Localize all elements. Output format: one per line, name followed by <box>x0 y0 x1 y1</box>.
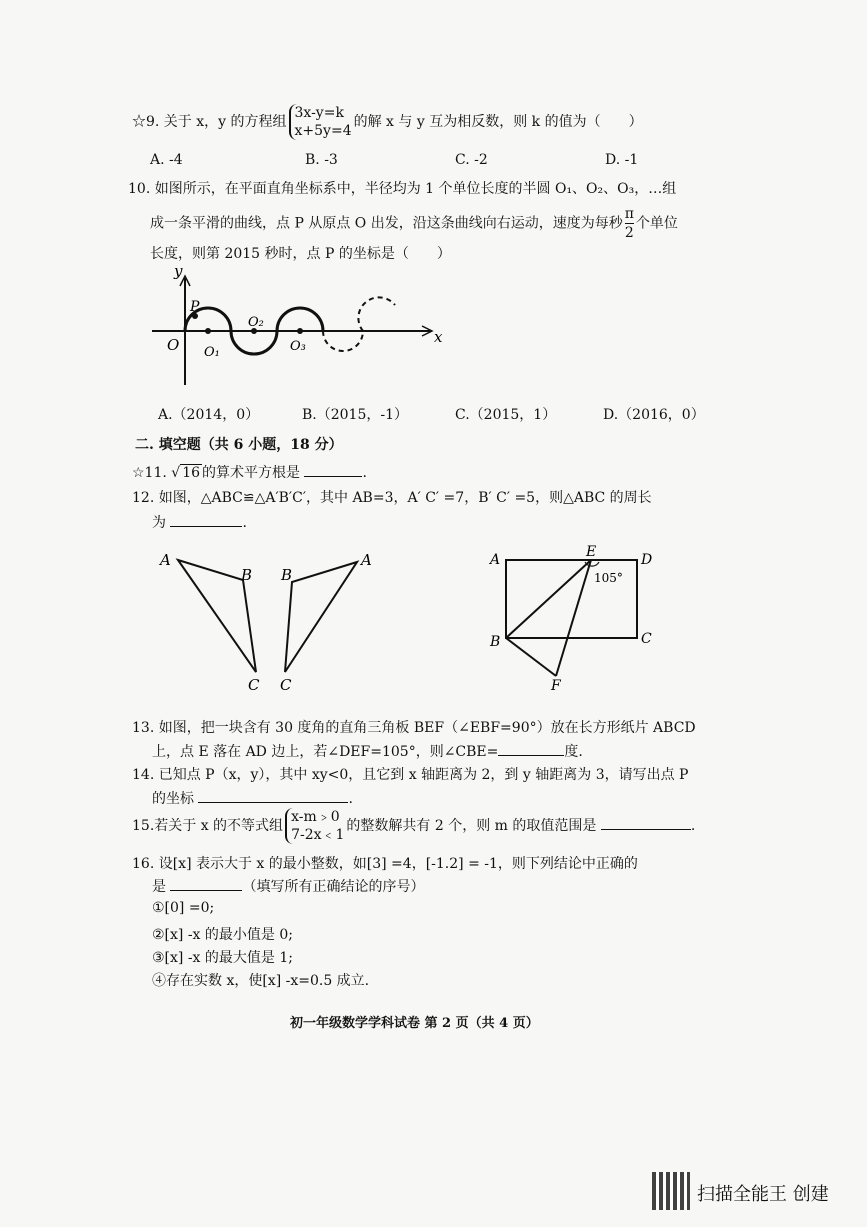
q11-end: . <box>362 465 367 481</box>
watermark-text: 扫描全能王 创建 <box>697 1184 829 1205</box>
question-15 <box>132 808 695 844</box>
q11-suffix: 的算术平方根是 <box>202 465 301 481</box>
q9-eq1: 3x-y=k <box>294 105 344 121</box>
q13-line2a: 上，点 E 落在 AD 边上，若∠DEF=105°，则∠CBE= <box>152 744 499 760</box>
section-2-title: 二. 填空题（共 6 小题，18 分） <box>135 437 343 453</box>
q14-line1: 14. 已知点 P（x，y），其中 xy<0，且它到 x 轴距离为 2，到 y 轴距离为 3，请写出点 P <box>132 767 689 783</box>
q9-option-c: C. -2 <box>455 152 488 168</box>
q13-answer-blank[interactable] <box>498 741 564 756</box>
q10-line3: 长度，则第 2015 秒时，点 P 的坐标是（ ） <box>150 246 451 262</box>
fig12-label-b2: B <box>281 566 293 584</box>
q12-line2-text: 为 <box>152 515 166 531</box>
q11-prefix: ☆11. <box>132 465 172 481</box>
q13-line2 <box>152 741 583 761</box>
q10-line2b: 个单位 <box>635 215 678 232</box>
q15-ineq2: 7-2x﹤1 <box>291 827 345 843</box>
fig13-label-b: B <box>490 634 501 650</box>
q14-line2-text: 的坐标 <box>152 791 194 807</box>
q15-prefix: 15.若关于 x 的不等式组 <box>132 818 284 834</box>
q13-line2b: 度. <box>564 744 583 760</box>
q9-option-d: D. -1 <box>605 152 639 168</box>
label-o2: O₂ <box>248 315 264 330</box>
q15-ineq1: x-m﹥0 <box>291 809 340 825</box>
q16-line2a: 是 <box>152 879 166 895</box>
fig13-label-a: A <box>490 552 501 568</box>
fig12-label-a1: A <box>160 551 171 569</box>
q10-frac-den: 2 <box>624 225 634 241</box>
q16-item-2: ②[x] -x 的最小值是 0; <box>152 927 293 943</box>
fig13-label-c: C <box>641 631 652 647</box>
label-origin: O <box>167 336 180 354</box>
label-o1: O₁ <box>204 345 220 360</box>
label-p: P <box>190 299 200 315</box>
page-footer: 初一年级数学学科试卷 第 2 页（共 4 页） <box>290 1016 539 1031</box>
q14-end: . <box>348 791 353 807</box>
label-o3: O₃ <box>290 339 306 354</box>
q16-line2 <box>152 876 424 896</box>
fig12-label-c2: C <box>280 676 292 694</box>
q10-option-c: C.（2015，1） <box>455 407 557 423</box>
fig13-label-f: F <box>551 678 561 694</box>
fig13-label-e: E <box>586 544 597 560</box>
q9-prefix: ☆9. 关于 x，y 的方程组 <box>132 114 287 130</box>
q10-line1: 10. 如图所示，在平面直角坐标系中，半径均为 1 个单位长度的半圆 O₁、O₂、O₃，…组 <box>128 181 677 197</box>
q16-answer-blank[interactable] <box>170 876 242 891</box>
q9-option-a: A. -4 <box>150 152 183 168</box>
q15-inequality-system <box>285 808 344 844</box>
q9-option-b: B. -3 <box>305 152 338 168</box>
q16-item-3: ③[x] -x 的最大值是 1; <box>152 950 293 966</box>
q16-line2b: （填写所有正确结论的序号） <box>242 879 425 895</box>
q9-eq2: x+5y=4 <box>294 123 352 139</box>
label-x: x <box>434 328 443 346</box>
q12-line1: 12. 如图，△ABC≌△A′B′C′，其中 AB=3，A′ C′ =7，B′ C′ =5，则△ABC 的周长 <box>132 490 652 506</box>
q9-suffix: 的解 x 与 y 互为相反数，则 k 的值为（ ） <box>353 114 643 130</box>
q14-answer-blank[interactable] <box>198 788 348 803</box>
fig13-angle-label: 105° <box>594 571 623 585</box>
qr-code-icon <box>652 1172 690 1210</box>
q11-radicand: 16 <box>182 465 201 481</box>
sqrt-icon: √ <box>171 465 181 481</box>
q16-line1: 16. 设[x] 表示大于 x 的最小整数，如[3] =4，[-1.2] = -1，则下列结论中正确的 <box>132 856 638 872</box>
q13-line1: 13. 如图，把一块含有 30 度角的直角三角板 BEF（∠EBF=90°）放在长方形纸片 ABCD <box>132 720 696 736</box>
q10-option-d: D.（2016，0） <box>603 407 705 423</box>
fig12-label-b1: B <box>241 566 253 584</box>
segment-bf <box>506 638 556 676</box>
q15-answer-blank[interactable] <box>601 815 691 830</box>
fig13-label-d: D <box>641 552 653 568</box>
q14-line2 <box>152 788 353 808</box>
q10-frac-num: π <box>624 206 634 222</box>
q15-suffix: 的整数解共有 2 个，则 m 的取值范围是 <box>346 818 597 834</box>
q10-option-a: A.（2014，0） <box>158 407 260 423</box>
q15-end: . <box>690 818 696 834</box>
fig12-label-c1: C <box>248 676 260 694</box>
q12-end: . <box>242 515 247 531</box>
fig12-label-a2: A <box>361 551 372 569</box>
q16-item-4: ④存在实数 x，使[x] -x=0.5 成立. <box>152 973 370 989</box>
q16-item-1: ①[0] =0; <box>152 900 215 916</box>
q10-line2a: 成一条平滑的曲线，点 P 从原点 O 出发，沿这条曲线向右运动，速度为每秒 <box>150 215 623 232</box>
q10-option-b: B.（2015，-1） <box>302 407 409 423</box>
label-y: y <box>174 262 183 280</box>
